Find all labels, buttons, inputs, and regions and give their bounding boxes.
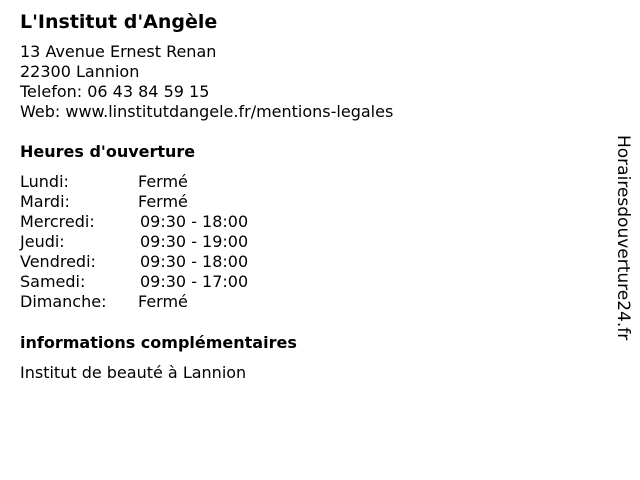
address-city: 22300 Lannion [20,62,140,81]
day-label: Mercredi: [20,212,95,231]
hours-value: 09:30 - 18:00 [140,212,249,231]
day-label: Samedi: [20,272,86,291]
opening-hours-table [20,172,600,312]
hours-row-wednesday [20,212,600,232]
business-name: L'Institut d'Angèle [20,11,218,33]
hours-value: 09:30 - 19:00 [140,232,249,251]
hours-row-thursday [20,232,600,252]
website-link[interactable]: Web: www.linstitutdangele.fr/mentions-legales [20,102,394,121]
address-street: 13 Avenue Ernest Renan [20,42,217,61]
hours-row-friday [20,252,600,272]
day-label: Mardi: [20,192,70,211]
hours-value: Fermé [138,192,188,211]
business-card [20,10,600,383]
hours-value: Fermé [138,292,188,311]
hours-row-saturday [20,272,600,292]
hours-value: 09:30 - 17:00 [140,272,249,291]
hours-row-monday [20,172,600,192]
phone-number: Telefon: 06 43 84 59 15 [20,82,210,101]
hours-value: Fermé [138,172,188,191]
additional-info-heading: informations complémentaires [20,333,297,352]
hours-row-sunday [20,292,600,312]
additional-info-text: Institut de beauté à Lannion [20,363,247,382]
day-label: Jeudi: [20,232,65,251]
hours-value: 09:30 - 18:00 [140,252,249,271]
day-label: Dimanche: [20,292,107,311]
opening-hours-heading: Heures d'ouverture [20,142,196,161]
site-brand-watermark: Horairesdouverture24.fr [613,135,633,341]
day-label: Vendredi: [20,252,96,271]
day-label: Lundi: [20,172,69,191]
hours-row-tuesday [20,192,600,212]
